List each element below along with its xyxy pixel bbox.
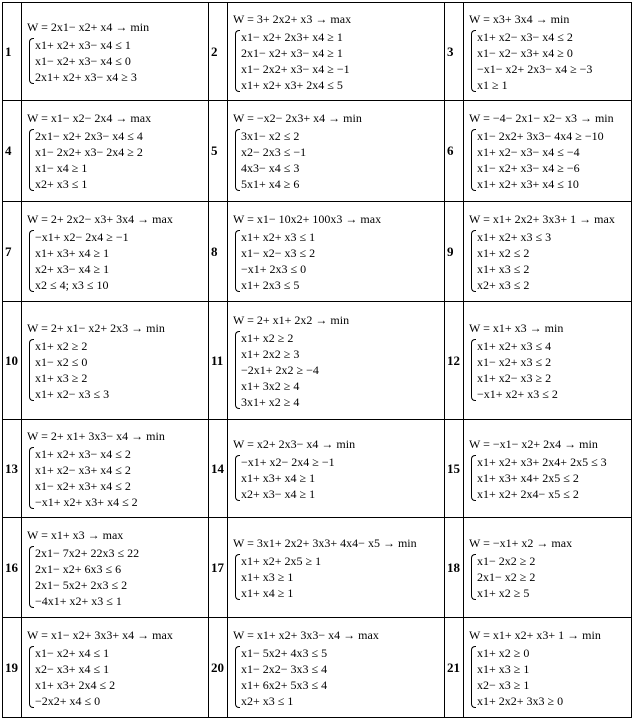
constraint: −x1+ x2+ x3+ x4 ≤ 2 [35, 494, 138, 509]
problem-number: 6 [445, 101, 464, 202]
constraint-system [233, 128, 442, 192]
constraint-system [469, 454, 629, 502]
constraint-system [469, 645, 629, 709]
constraint: x1+ x2 ≤ 2 [477, 245, 530, 260]
problem-number: 13 [3, 420, 22, 518]
constraint-system [27, 338, 206, 402]
objective-function: W = x1+ x3 → min [469, 320, 564, 335]
problem-cell [22, 420, 209, 518]
problem [464, 435, 631, 503]
problem-number: 17 [209, 518, 228, 618]
constraint: 3x1− x2 ≤ 2 [241, 129, 300, 143]
problem-number: 15 [445, 420, 464, 518]
problem-number: 10 [3, 302, 22, 420]
constraint: 3x1+ x2 ≥ 4 [241, 394, 300, 409]
constraint: x1+ x2+ 2x4− x5 ≤ 2 [477, 486, 579, 501]
problem-cell [464, 101, 632, 202]
constraint: 2x1− 5x2+ 2x3 ≤ 2 [35, 577, 128, 592]
constraint: x1− 2x2+ 3x3− 4x4 ≥ −10 [477, 129, 604, 143]
table-row [3, 101, 632, 202]
constraint-system [27, 128, 206, 192]
constraint: x1+ x3+ x4+ 2x5 ≤ 2 [477, 470, 579, 485]
table-row [3, 302, 632, 420]
problem-cell [228, 518, 445, 618]
constraint: x1+ 2x2+ 3x3 ≥ 0 [477, 693, 564, 708]
constraint: x2+ x3− x4 ≥ 1 [35, 261, 110, 276]
constraint: x1+ x2− x3− x4 ≤ 2 [477, 29, 573, 44]
constraint: x1+ x2 ≥ 0 [477, 645, 530, 660]
problem-cell [22, 101, 209, 202]
problem [22, 427, 208, 511]
problem-number: 11 [209, 302, 228, 420]
constraint-system [27, 229, 206, 293]
constraint: x2+ x3 ≤ 1 [241, 693, 294, 708]
problem-cell [228, 101, 445, 202]
table-row [3, 420, 632, 518]
problem-cell [464, 3, 632, 101]
problem [228, 311, 444, 411]
problem [464, 109, 631, 193]
objective-function: W = −4− 2x1− x2− x3 → min [469, 111, 614, 125]
constraint: x1+ x2+ 2x5 ≥ 1 [241, 553, 322, 568]
constraint: x1+ x2 ≥ 2 [241, 330, 294, 345]
problem-cell [22, 202, 209, 302]
problem [22, 18, 208, 86]
problem-cell [22, 518, 209, 618]
problem-number: 4 [3, 101, 22, 202]
problem-cell [464, 420, 632, 518]
constraint-system [27, 37, 206, 85]
constraint: x1+ x3 ≥ 2 [35, 370, 88, 385]
constraint: x2− 2x3 ≤ −1 [241, 145, 307, 159]
constraint: x1− 2x2+ x3− 2x4 ≥ 2 [35, 145, 143, 159]
problem [464, 319, 631, 403]
constraint: x1+ x4 ≥ 1 [241, 585, 294, 600]
problem-number: 14 [209, 420, 228, 518]
constraint: −2x1+ 2x2 ≥ −4 [241, 362, 319, 377]
objective-function: W = x1+ x2+ x3+ 1 → min [469, 627, 601, 642]
problem-number: 5 [209, 101, 228, 202]
constraint: x1− x2+ x3− x4 ≤ 0 [35, 53, 131, 68]
problem-cell [228, 3, 445, 101]
constraint: x2− x3 ≥ 1 [477, 677, 530, 692]
constraint: x1− x2+ x3+ x4 ≤ 2 [35, 478, 131, 493]
problem-cell [22, 618, 209, 718]
constraint: x1− x2 ≤ 0 [35, 354, 88, 369]
problem [22, 109, 208, 193]
constraint: x1+ x2− x3 ≤ 3 [35, 386, 110, 401]
problem [464, 210, 631, 294]
constraint: x1+ x2− x3− x4 ≤ −4 [477, 145, 580, 159]
constraint: x1+ x2+ x3+ 2x4+ 2x5 ≤ 3 [477, 454, 607, 469]
problem-cell [22, 3, 209, 101]
constraint-system [27, 545, 206, 609]
constraint-system [469, 338, 629, 402]
constraint: x1− 5x2+ 4x3 ≤ 5 [241, 645, 328, 660]
problem-cell [228, 618, 445, 718]
objective-function: W = x1+ x3 → max [27, 527, 124, 542]
objective-function: W = −x1+ x2 → max [469, 535, 573, 550]
constraint-system [233, 454, 442, 502]
constraint: 2x1− x2+ 6x3 ≤ 6 [35, 561, 122, 576]
constraint: x2+ x3− x4 ≥ 1 [241, 486, 316, 501]
problem-cell [464, 518, 632, 618]
constraint: x1+ 6x2+ 5x3 ≤ 4 [241, 677, 328, 692]
constraint: x1− x2+ 2x3+ x4 ≥ 1 [241, 29, 343, 44]
constraint: x1− x2− x3 ≤ 2 [241, 245, 316, 260]
constraint: −4x1+ x2+ x3 ≤ 1 [35, 593, 122, 608]
constraint: x1− 2x2 ≥ 2 [477, 553, 536, 568]
objective-function: W = 2+ x1+ 3x3− x4 → min [27, 428, 165, 443]
problem-number: 21 [445, 618, 464, 718]
problem [464, 626, 631, 710]
problem-number: 20 [209, 618, 228, 718]
constraint: x1+ x2+ x3− x4 ≤ 1 [35, 37, 131, 52]
constraint: x1+ x3+ 2x4 ≤ 2 [35, 677, 116, 692]
constraint: x1− x2+ x3 ≤ 2 [477, 354, 552, 369]
constraint-system [233, 330, 442, 410]
constraint: x1− 2x2− 3x3 ≤ 4 [241, 661, 328, 676]
objective-function: W = 2+ x1+ 2x2 → min [233, 312, 350, 327]
constraint: x1+ x2+ x3+ x4 ≤ 10 [477, 177, 579, 191]
problem-cell [228, 420, 445, 518]
problem-number: 2 [209, 3, 228, 101]
objective-function: W = −x1− x2+ 2x4 → min [469, 436, 598, 451]
constraint: 5x1+ x4 ≥ 6 [241, 177, 300, 191]
constraint-system [233, 229, 442, 293]
constraint: x1+ x2+ x3 ≤ 1 [241, 229, 316, 244]
constraint: x1− 2x2+ x3− x4 ≥ −1 [241, 61, 350, 76]
constraint: x1+ x3 ≥ 1 [241, 569, 294, 584]
problem [228, 109, 444, 193]
constraint: −x1+ x2+ x3 ≤ 2 [477, 386, 558, 401]
problem-number: 16 [3, 518, 22, 618]
objective-function: W = 3+ 2x2+ x3 → max [233, 11, 352, 26]
constraint: x1+ x2 ≥ 2 [35, 338, 88, 353]
objective-function: W = −x2− 2x3+ x4 → min [233, 111, 362, 125]
constraint: −x1+ x2− 2x4 ≥ −1 [241, 454, 335, 469]
problem [228, 626, 444, 710]
problem [22, 526, 208, 610]
problem-number: 12 [445, 302, 464, 420]
problem [464, 534, 631, 602]
constraint: x1+ x2+ x3 ≤ 4 [477, 338, 552, 353]
constraint: x1+ 3x2 ≥ 4 [241, 378, 300, 393]
constraint: x1+ 2x2 ≥ 3 [241, 346, 300, 361]
constraint: −x1− x2+ 2x3− x4 ≥ −3 [477, 61, 593, 76]
constraint: x2+ x3 ≤ 1 [35, 177, 88, 191]
objective-function: W = x1+ x2+ 3x3− x4 → max [233, 627, 379, 642]
problem-number: 19 [3, 618, 22, 718]
constraint: x1− x2− x3+ x4 ≥ 0 [477, 45, 573, 60]
problem [22, 210, 208, 294]
problem-cell [464, 618, 632, 718]
objective-function: W = 2+ x1− x2+ 2x3 → min [27, 320, 165, 335]
problem-cell [228, 302, 445, 420]
constraint-system [469, 29, 629, 93]
constraint: x1 ≥ 1 [477, 77, 508, 92]
objective-function: W = x1− 10x2+ 100x3 → max [233, 211, 382, 226]
constraint-system [27, 645, 206, 709]
problem-number: 1 [3, 3, 22, 101]
problem-cell [228, 202, 445, 302]
table-row [3, 618, 632, 718]
constraint-system [27, 446, 206, 510]
table-row [3, 202, 632, 302]
constraint: 2x1− 7x2+ 22x3 ≤ 22 [35, 545, 140, 560]
problem [228, 534, 444, 602]
problem [228, 435, 444, 503]
constraint: x1− x2+ x4 ≤ 1 [35, 645, 110, 660]
constraint: x1+ x2 ≥ 5 [477, 585, 530, 600]
objective-function: W = x1− x2− 2x4 → max [27, 111, 152, 125]
problem [464, 10, 631, 94]
problem-cell [464, 202, 632, 302]
constraint: 2x1+ x2+ x3− x4 ≥ 3 [35, 69, 137, 84]
constraint: −x1+ 2x3 ≤ 0 [241, 261, 307, 276]
objective-function: W = x2+ 2x3− x4 → min [233, 436, 356, 451]
constraint: x1+ x2+ x3 ≤ 3 [477, 229, 552, 244]
lp-problems-table [2, 2, 632, 718]
constraint: x1+ x2− x3+ x4 ≤ 2 [35, 462, 131, 477]
constraint: x1+ x2− x3 ≥ 2 [477, 370, 552, 385]
problem [228, 10, 444, 94]
problem [22, 319, 208, 403]
constraint: x1+ 2x3 ≤ 5 [241, 277, 300, 292]
constraint: x1− x4 ≥ 1 [35, 161, 88, 175]
constraint: 2x1− x2 ≥ 2 [477, 569, 536, 584]
constraint-system [233, 645, 442, 709]
problem-number: 3 [445, 3, 464, 101]
constraint: x1+ x3 ≤ 2 [477, 261, 530, 276]
objective-function: W = x3+ 3x4 → min [469, 11, 570, 26]
constraint: x2− x3+ x4 ≤ 1 [35, 661, 110, 676]
table-row [3, 3, 632, 101]
problem [22, 626, 208, 710]
constraint-system [233, 553, 442, 601]
constraint: x1+ x3+ x4 ≥ 1 [241, 470, 316, 485]
constraint: x1+ x3+ x4 ≥ 1 [35, 245, 110, 260]
constraint-system [469, 128, 629, 192]
constraint: x1+ x3 ≥ 1 [477, 661, 530, 676]
constraint-system [469, 553, 629, 601]
constraint: x1− x2+ x3− x4 ≥ −6 [477, 161, 580, 175]
constraint: x2 ≤ 4; x3 ≤ 10 [35, 277, 109, 292]
constraint: 4x3− x4 ≤ 3 [241, 161, 300, 175]
problem-number: 7 [3, 202, 22, 302]
constraint: −x1+ x2− 2x4 ≥ −1 [35, 229, 129, 244]
objective-function: W = 2+ 2x2− x3+ 3x4 → max [27, 211, 173, 226]
objective-function: W = 3x1+ 2x2+ 3x3+ 4x4− x5 → min [233, 535, 417, 550]
constraint: 2x1− x2+ 2x3− x4 ≤ 4 [35, 129, 143, 143]
objective-function: W = x1+ 2x2+ 3x3+ 1 → max [469, 211, 615, 226]
constraint: −2x2+ x4 ≤ 0 [35, 693, 101, 708]
problem-number: 8 [209, 202, 228, 302]
problem-number: 18 [445, 518, 464, 618]
constraint: x2+ x3 ≤ 2 [477, 277, 530, 292]
constraint-system [469, 229, 629, 293]
objective-function: W = 2x1− x2+ x4 → min [27, 19, 150, 34]
constraint: x1+ x2+ x3− x4 ≤ 2 [35, 446, 131, 461]
constraint-system [233, 29, 442, 93]
problem-cell [22, 302, 209, 420]
problem-number: 9 [445, 202, 464, 302]
problem-cell [464, 302, 632, 420]
objective-function: W = x1− x2+ 3x3+ x4 → max [27, 627, 173, 642]
problem [228, 210, 444, 294]
constraint: x1+ x2+ x3+ 2x4 ≤ 5 [241, 77, 343, 92]
table-row [3, 518, 632, 618]
constraint: 2x1− x2+ x3− x4 ≥ 1 [241, 45, 343, 60]
